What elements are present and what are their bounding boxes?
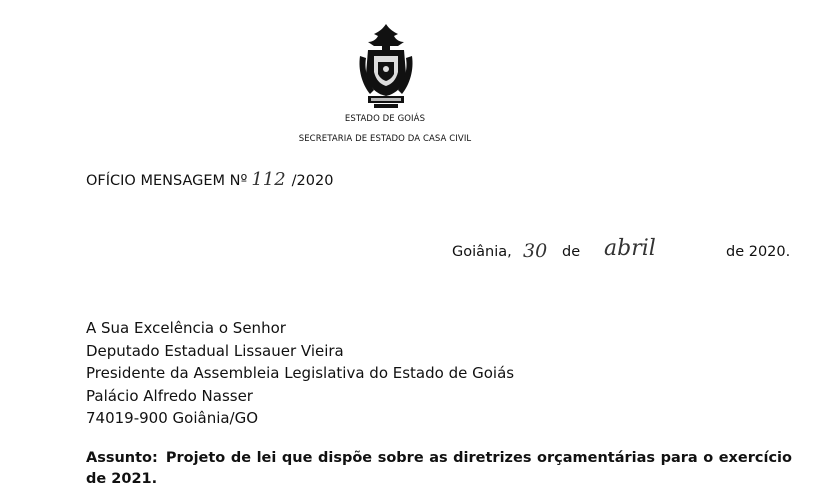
recipient-address bbox=[86, 317, 514, 430]
address-line: Deputado Estadual Lissauer Vieira bbox=[86, 341, 344, 360]
address-line: 74019-900 Goiânia/GO bbox=[86, 409, 259, 427]
date-city: Goiânia, bbox=[452, 244, 512, 260]
oficio-number-handwritten: 112 bbox=[251, 169, 286, 190]
state-name: ESTADO DE GOIÁS bbox=[344, 114, 426, 124]
date-day-handwritten: 30 bbox=[523, 240, 548, 262]
oficio-suffix: /2020 bbox=[291, 173, 334, 189]
date-month-handwritten: abril bbox=[604, 236, 656, 261]
oficio-line bbox=[86, 169, 333, 190]
address-line: A Sua Excelência o Senhor bbox=[86, 319, 286, 337]
secretariat-name: SECRETARIA DE ESTADO DA CASA CIVIL bbox=[298, 134, 472, 144]
date-de: de bbox=[562, 244, 581, 260]
address-line: Presidente da Assembleia Legislativa do Estado de Goiás bbox=[86, 364, 515, 382]
subject bbox=[86, 448, 792, 490]
date-year: de 2020. bbox=[726, 244, 791, 260]
address-line: Palácio Alfredo Nasser bbox=[86, 386, 253, 405]
state-coat-of-arms-icon bbox=[356, 22, 416, 110]
subject-label: Assunto: bbox=[86, 450, 158, 466]
oficio-prefix: OFÍCIO MENSAGEM Nº bbox=[86, 173, 248, 189]
subject-text: Projeto de lei que dispõe sobre as diretrizes orçamentárias para o exercício de 2021. bbox=[86, 450, 792, 487]
